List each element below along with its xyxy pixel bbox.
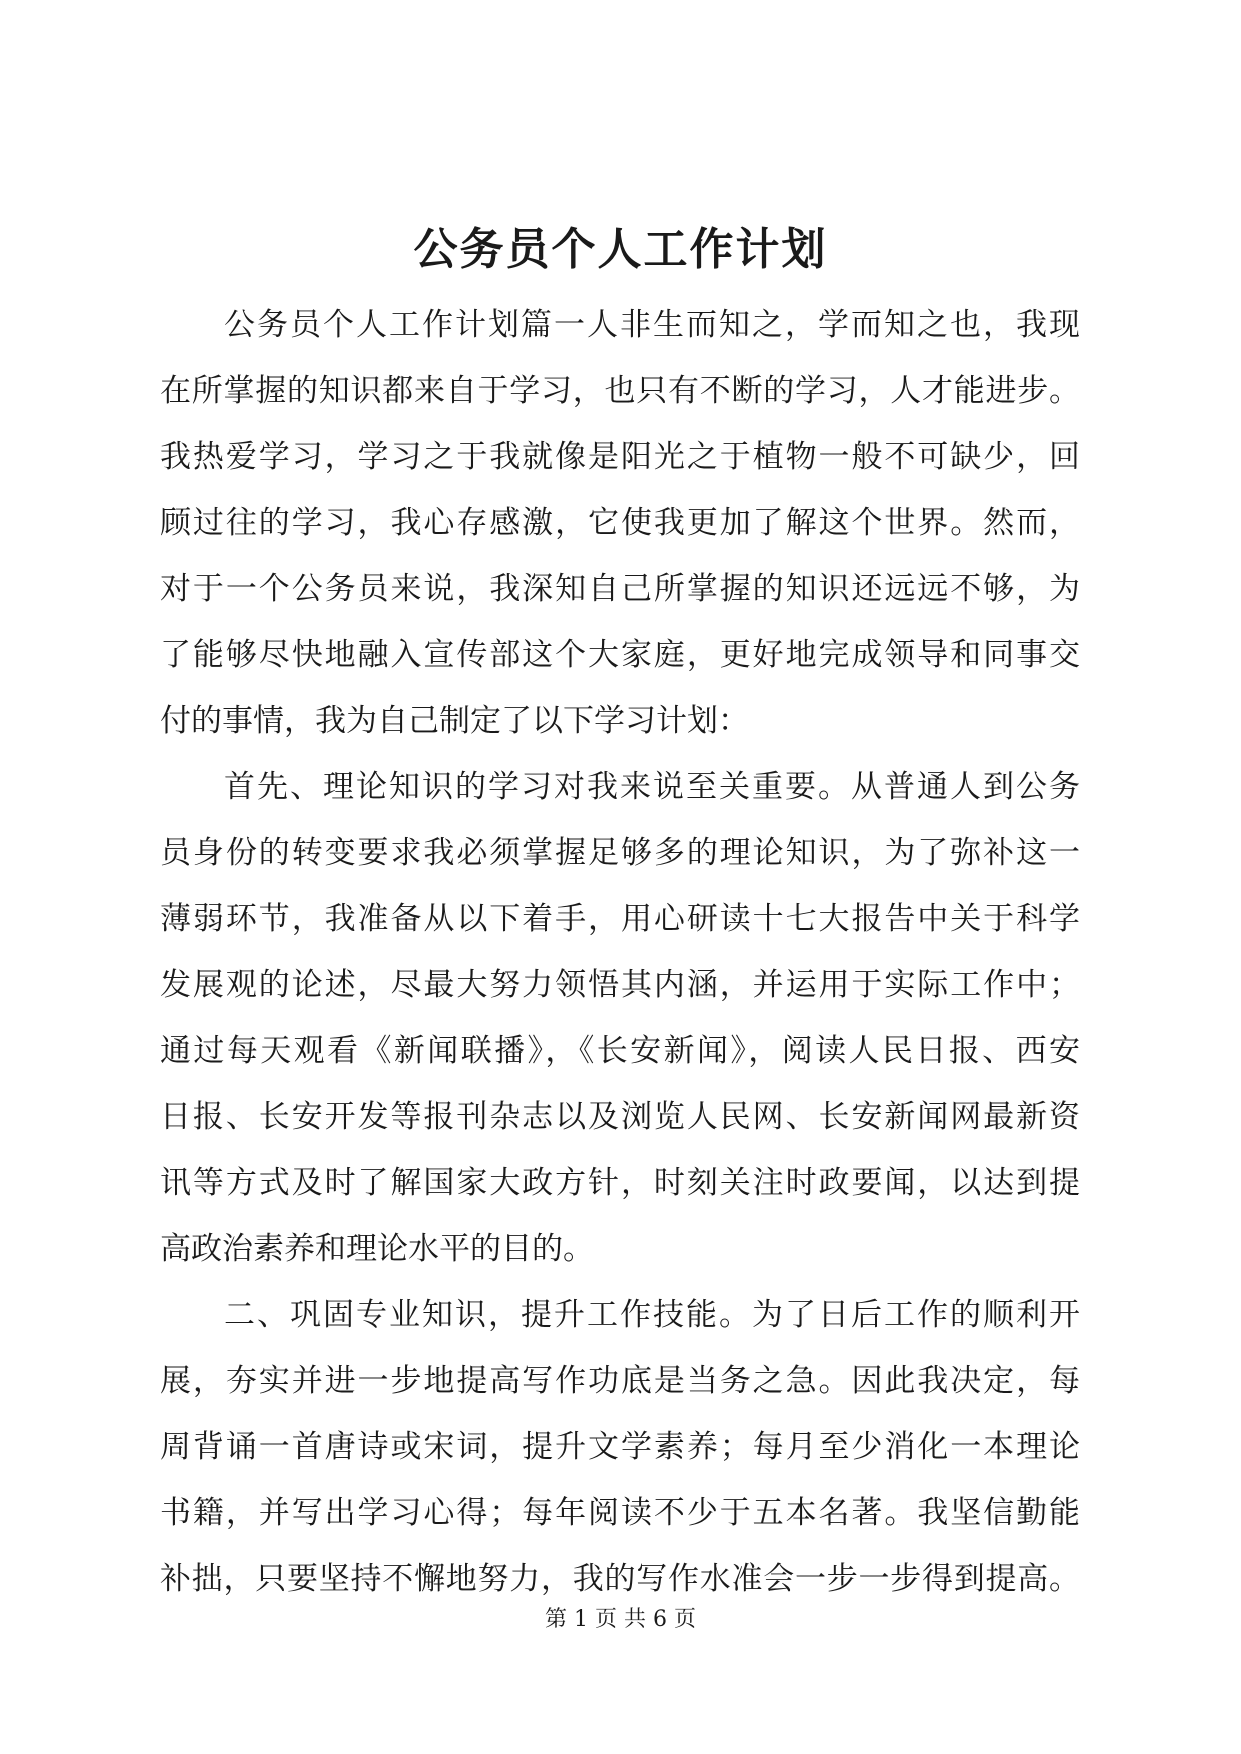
text-line: 二、巩固专业知识，提升工作技能。为了日后工作的顺利开: [224, 1297, 1080, 1333]
text-line: 在所掌握的知识都来自于学习，也只有不断的学习，人才能进步。: [160, 373, 1080, 409]
text-line: 顾过往的学习，我心存感激，它使我更加了解这个世界。然而，: [160, 505, 1080, 541]
text-line: 高政治素养和理论水平的目的。: [160, 1231, 594, 1267]
text-line: 补拙，只要坚持不懈地努力，我的写作水准会一步一步得到提高。: [160, 1561, 1080, 1597]
page-footer: 第 1 页 共 6 页: [545, 1607, 696, 1632]
text-line: 首先、理论知识的学习对我来说至关重要。从普通人到公务: [224, 769, 1080, 805]
text-line: 日报、长安开发等报刊杂志以及浏览人民网、长安新闻网最新资: [160, 1099, 1080, 1135]
text-line: 对于一个公务员来说，我深知自己所掌握的知识还远远不够，为: [160, 571, 1080, 607]
text-line: 我热爱学习，学习之于我就像是阳光之于植物一般不可缺少，回: [160, 439, 1080, 475]
text-line: 付的事情，我为自己制定了以下学习计划：: [160, 703, 749, 739]
text-line: 薄弱环节，我准备从以下着手，用心研读十七大报告中关于科学: [160, 901, 1080, 937]
text-line: 书籍，并写出学习心得；每年阅读不少于五本名著。我坚信勤能: [160, 1495, 1080, 1531]
text-line: 了能够尽快地融入宣传部这个大家庭，更好地完成领导和同事交: [160, 637, 1080, 673]
paragraph-2: [160, 754, 1080, 1282]
text-line: 讯等方式及时了解国家大政方针，时刻关注时政要闻，以达到提: [160, 1165, 1080, 1201]
text-line: 展，夯实并进一步地提高写作功底是当务之急。因此我决定，每: [160, 1363, 1080, 1399]
paragraph-3: [160, 1282, 1080, 1612]
document-body: [160, 292, 1080, 1612]
text-line: 员身份的转变要求我必须掌握足够多的理论知识，为了弥补这一: [160, 835, 1080, 871]
paragraph-1: [160, 292, 1080, 754]
text-line: 发展观的论述，尽最大努力领悟其内涵，并运用于实际工作中；: [160, 967, 1080, 1003]
text-line: 公务员个人工作计划篇一人非生而知之，学而知之也，我现: [224, 307, 1080, 343]
document-title: 公务员个人工作计划: [413, 224, 828, 275]
text-line: 通过每天观看《新闻联播》，《长安新闻》，阅读人民日报、西安: [160, 1033, 1080, 1069]
text-line: 周背诵一首唐诗或宋词，提升文学素养；每月至少消化一本理论: [160, 1429, 1080, 1465]
